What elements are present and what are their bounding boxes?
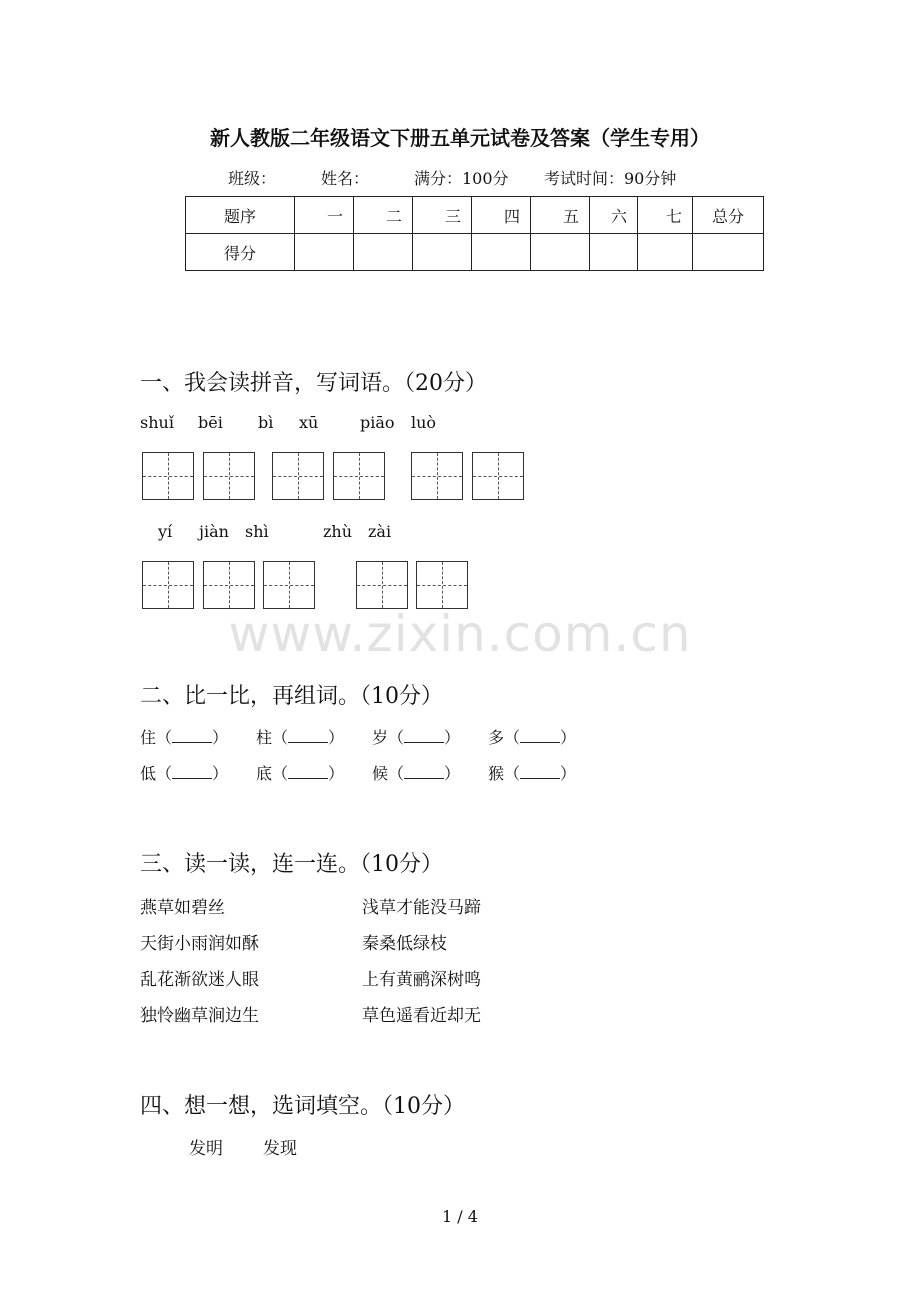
char: 低 bbox=[140, 764, 157, 783]
score-cell[interactable] bbox=[638, 234, 693, 271]
word-item: 底（ ） bbox=[256, 764, 345, 783]
answer-blank[interactable] bbox=[172, 764, 212, 779]
char: 底 bbox=[256, 764, 273, 783]
poem-line-right[interactable]: 秦桑低绿枝 bbox=[362, 934, 447, 954]
pinyin: bēi bbox=[198, 413, 223, 432]
time-label: 考试时间：90分钟 bbox=[544, 169, 677, 188]
cell-header: 三 bbox=[413, 197, 472, 234]
score-cell[interactable] bbox=[590, 234, 638, 271]
score-cell[interactable] bbox=[354, 234, 413, 271]
page-title: 新人教版二年级语文下册五单元试卷及答案（学生专用） bbox=[210, 126, 710, 150]
poem-line-right[interactable]: 草色遥看近却无 bbox=[362, 1006, 481, 1026]
answer-blank[interactable] bbox=[520, 764, 560, 779]
score-cell[interactable] bbox=[295, 234, 354, 271]
poem-line-left[interactable]: 天街小雨润如酥 bbox=[140, 934, 259, 954]
answer-blank[interactable] bbox=[288, 728, 328, 743]
writing-box[interactable] bbox=[263, 561, 315, 609]
poem-line-left[interactable]: 乱花渐欲迷人眼 bbox=[140, 970, 259, 990]
char: 住 bbox=[140, 728, 157, 747]
pinyin: piāo bbox=[360, 413, 395, 432]
writing-box[interactable] bbox=[472, 452, 524, 500]
word-item: 岁（ ） bbox=[372, 728, 461, 747]
char: 候 bbox=[372, 764, 389, 783]
writing-box[interactable] bbox=[416, 561, 468, 609]
score-table bbox=[185, 196, 764, 271]
section-1-heading: 一、我会读拼音，写词语。（20分） bbox=[140, 371, 487, 396]
writing-box[interactable] bbox=[411, 452, 463, 500]
writing-box[interactable] bbox=[142, 561, 194, 609]
cell-header: 一 bbox=[295, 197, 354, 234]
word-item: 猴（ ） bbox=[488, 764, 577, 783]
word-option: 发明 bbox=[189, 1139, 223, 1159]
answer-blank[interactable] bbox=[404, 728, 444, 743]
writing-box[interactable] bbox=[333, 452, 385, 500]
writing-box[interactable] bbox=[142, 452, 194, 500]
answer-blank[interactable] bbox=[520, 728, 560, 743]
word-item: 住（ ） bbox=[140, 728, 229, 747]
poem-line-right[interactable]: 浅草才能没马蹄 bbox=[362, 898, 481, 918]
class-label: 班级： bbox=[228, 169, 277, 188]
poem-line-right[interactable]: 上有黄鹂深树鸣 bbox=[362, 970, 481, 990]
pinyin: luò bbox=[411, 413, 437, 432]
pinyin: shuǐ bbox=[140, 413, 174, 432]
score-cell[interactable] bbox=[472, 234, 531, 271]
cell-header: 六 bbox=[590, 197, 638, 234]
pinyin: jiàn bbox=[199, 522, 229, 541]
answer-blank[interactable] bbox=[172, 728, 212, 743]
cell-header: 总分 bbox=[693, 197, 764, 234]
section-2-heading: 二、比一比，再组词。（10分） bbox=[140, 684, 443, 709]
cell-header: 七 bbox=[638, 197, 693, 234]
pinyin: xū bbox=[299, 413, 319, 432]
cell-label: 得分 bbox=[186, 234, 295, 271]
answer-blank[interactable] bbox=[288, 764, 328, 779]
score-table-header-row bbox=[186, 197, 764, 234]
watermark: www.zixin.com.cn bbox=[228, 605, 692, 663]
pinyin: shì bbox=[245, 522, 269, 541]
name-label: 姓名： bbox=[321, 169, 370, 188]
poem-line-left[interactable]: 燕草如碧丝 bbox=[140, 898, 225, 918]
page-number: 1 / 4 bbox=[442, 1207, 478, 1226]
word-item: 柱（ ） bbox=[256, 728, 345, 747]
char: 猴 bbox=[488, 764, 505, 783]
poem-line-left[interactable]: 独怜幽草涧边生 bbox=[140, 1006, 259, 1026]
cell-label: 题序 bbox=[186, 197, 295, 234]
word-option: 发现 bbox=[263, 1139, 297, 1159]
char: 岁 bbox=[372, 728, 389, 747]
pinyin: bì bbox=[258, 413, 274, 432]
score-cell[interactable] bbox=[693, 234, 764, 271]
pinyin: zhù bbox=[323, 522, 353, 541]
char: 多 bbox=[488, 728, 505, 747]
section-4-heading: 四、想一想，选词填空。（10分） bbox=[140, 1094, 465, 1119]
score-table-score-row bbox=[186, 234, 764, 271]
word-item: 候（ ） bbox=[372, 764, 461, 783]
pinyin: zài bbox=[368, 522, 392, 541]
cell-header: 二 bbox=[354, 197, 413, 234]
char: 柱 bbox=[256, 728, 273, 747]
score-cell[interactable] bbox=[413, 234, 472, 271]
word-item: 多（ ） bbox=[488, 728, 577, 747]
full-score-label: 满分：100分 bbox=[414, 169, 509, 188]
section-3-heading: 三、读一读，连一连。（10分） bbox=[140, 852, 443, 877]
cell-header: 五 bbox=[531, 197, 590, 234]
writing-box[interactable] bbox=[203, 452, 255, 500]
score-cell[interactable] bbox=[531, 234, 590, 271]
writing-box[interactable] bbox=[272, 452, 324, 500]
writing-box[interactable] bbox=[203, 561, 255, 609]
word-item: 低（ ） bbox=[140, 764, 229, 783]
answer-blank[interactable] bbox=[404, 764, 444, 779]
writing-box[interactable] bbox=[356, 561, 408, 609]
pinyin: yí bbox=[158, 522, 173, 541]
cell-header: 四 bbox=[472, 197, 531, 234]
